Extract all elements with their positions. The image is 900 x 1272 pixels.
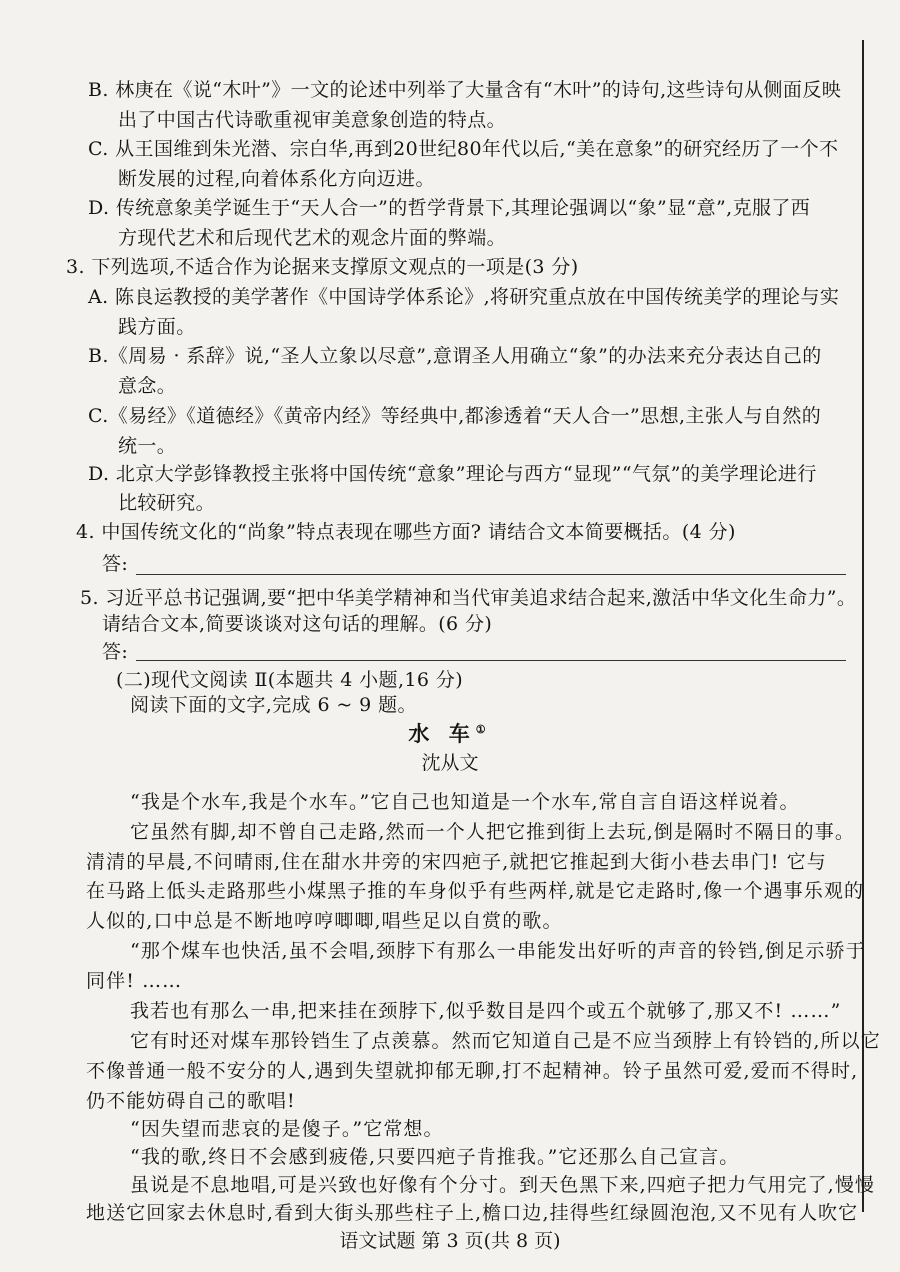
story-line: 仍不能妨碍自己的歌唱! xyxy=(86,1090,296,1112)
footnote-marker: ① xyxy=(475,723,492,736)
q4-answer-label: 答: xyxy=(102,553,129,575)
q3-stem: 3. 下列选项,不适合作为论据来支撑原文观点的一项是(3 分) xyxy=(66,256,579,278)
story-line: “我是个水车,我是个水车。”它自己也知道是一个水车,常自言自语这样说着。 xyxy=(130,791,800,813)
q3-option-a-line2: 践方面。 xyxy=(118,316,196,338)
section-heading: (二)现代文阅读 Ⅱ(本题共 4 小题,16 分) xyxy=(116,669,464,691)
q2-option-c-line1: C. 从王国维到朱光潜、宗白华,再到20世纪80年代以后,“美在意象”的研究经历了一个不 xyxy=(88,138,839,160)
story-line: 地送它回家去休息时,看到大街头那些柱子上,檐口边,挂得些红绿圆泡泡,又不见有人吹它 xyxy=(86,1202,859,1224)
story-line: 在马路上低头走路那些小煤黑子推的车身似乎有些两样,就是它走路时,像一个遇事乐观的 xyxy=(86,880,865,902)
story-line: 它虽然有脚,却不曾自己走路,然而一个人把它推到街上去玩,倒是隔时不隔日的事。 xyxy=(130,821,855,843)
story-title: 水 车① xyxy=(408,721,492,746)
story-line: “我的歌,终日不会感到疲倦,只要四疤子肯推我。”它还那么自己宣言。 xyxy=(130,1146,740,1168)
story-line: 它有时还对煤车那铃铛生了点羡慕。然而它知道自己是不应当颈脖上有铃铛的,所以它 xyxy=(130,1030,881,1052)
q5-stem-line1: 5. 习近平总书记强调,要“把中华美学精神和当代审美追求结合起来,激活中华文化生命力”。 xyxy=(80,587,857,609)
q5-answer-line[interactable] xyxy=(136,660,846,662)
q3-option-b-line2: 意念。 xyxy=(118,375,177,397)
q4-stem: 4. 中国传统文化的“尚象”特点表现在哪些方面? 请结合文本简要概括。(4 分) xyxy=(76,521,736,543)
q2-option-d-line1: D. 传统意象美学诞生于“天人合一”的哲学背景下,其理论强调以“象”显“意”,克服了西 xyxy=(88,197,811,219)
story-line: 不像普通一般不安分的人,遇到失望就抑郁无聊,打不起精神。铃子虽然可爱,爱而不得时, xyxy=(86,1060,859,1082)
story-line: 清清的早晨,不问晴雨,住在甜水井旁的宋四疤子,就把它推起到大街小巷去串门! 它与 xyxy=(86,851,827,873)
q3-option-c-line1: C.《易经》《道德经》《黄帝内经》等经典中,都渗透着“天人合一”思想,主张人与自然的 xyxy=(88,405,822,427)
q2-option-b-line1: B. 林庚在《说“木叶”》一文的论述中列举了大量含有“木叶”的诗句,这些诗句从侧面反映 xyxy=(88,79,842,101)
story-line: 虽说是不息地唱,可是兴致也好像有个分寸。到天色黑下来,四疤子把力气用完了,慢慢 xyxy=(130,1174,876,1196)
q3-option-b-line1: B.《周易 · 系辞》说,“圣人立象以尽意”,意谓圣人用确立“象”的办法来充分表达自己的 xyxy=(88,345,822,367)
q2-option-b-line2: 出了中国古代诗歌重视审美意象创造的特点。 xyxy=(118,109,507,131)
q3-option-a-line1: A. 陈良运教授的美学著作《中国诗学体系论》,将研究重点放在中国传统美学的理论与实 xyxy=(88,286,840,308)
q2-option-d-line2: 方现代艺术和后现代艺术的观念片面的弊端。 xyxy=(118,227,507,249)
q4-answer-line[interactable] xyxy=(136,574,846,576)
q3-option-c-line2: 统一。 xyxy=(118,435,177,457)
section-instruction: 阅读下面的文字,完成 6 ~ 9 题。 xyxy=(130,694,417,716)
story-line: “因失望而悲哀的是傻子。”它常想。 xyxy=(130,1118,444,1140)
story-line: 人似的,口中总是不断地哼哼唧唧,唱些足以自赏的歌。 xyxy=(86,910,563,932)
q5-answer-label: 答: xyxy=(102,641,129,663)
q2-option-c-line2: 断发展的过程,向着体系化方向迈进。 xyxy=(118,168,435,190)
q3-option-d-line2: 比较研究。 xyxy=(118,492,216,514)
q3-option-d-line1: D. 北京大学彭锋教授主张将中国传统“意象”理论与西方“显现”“气氛”的美学理论进行 xyxy=(88,463,817,485)
story-author: 沈从文 xyxy=(421,752,479,774)
story-line: 我若也有那么一串,把来挂在颈脖下,似乎数目是四个或五个就够了,那又不! ……” xyxy=(130,1000,842,1022)
page-footer: 语文试题 第 3 页(共 8 页) xyxy=(339,1230,561,1252)
q5-stem-line2: 请结合文本,简要谈谈对这句话的理解。(6 分) xyxy=(102,613,493,635)
story-line: “那个煤车也快活,虽不会唱,颈脖下有那么一串能发出好听的声音的铃铛,倒足示骄于 xyxy=(130,940,866,962)
story-line: 同伴! …… xyxy=(86,970,183,992)
